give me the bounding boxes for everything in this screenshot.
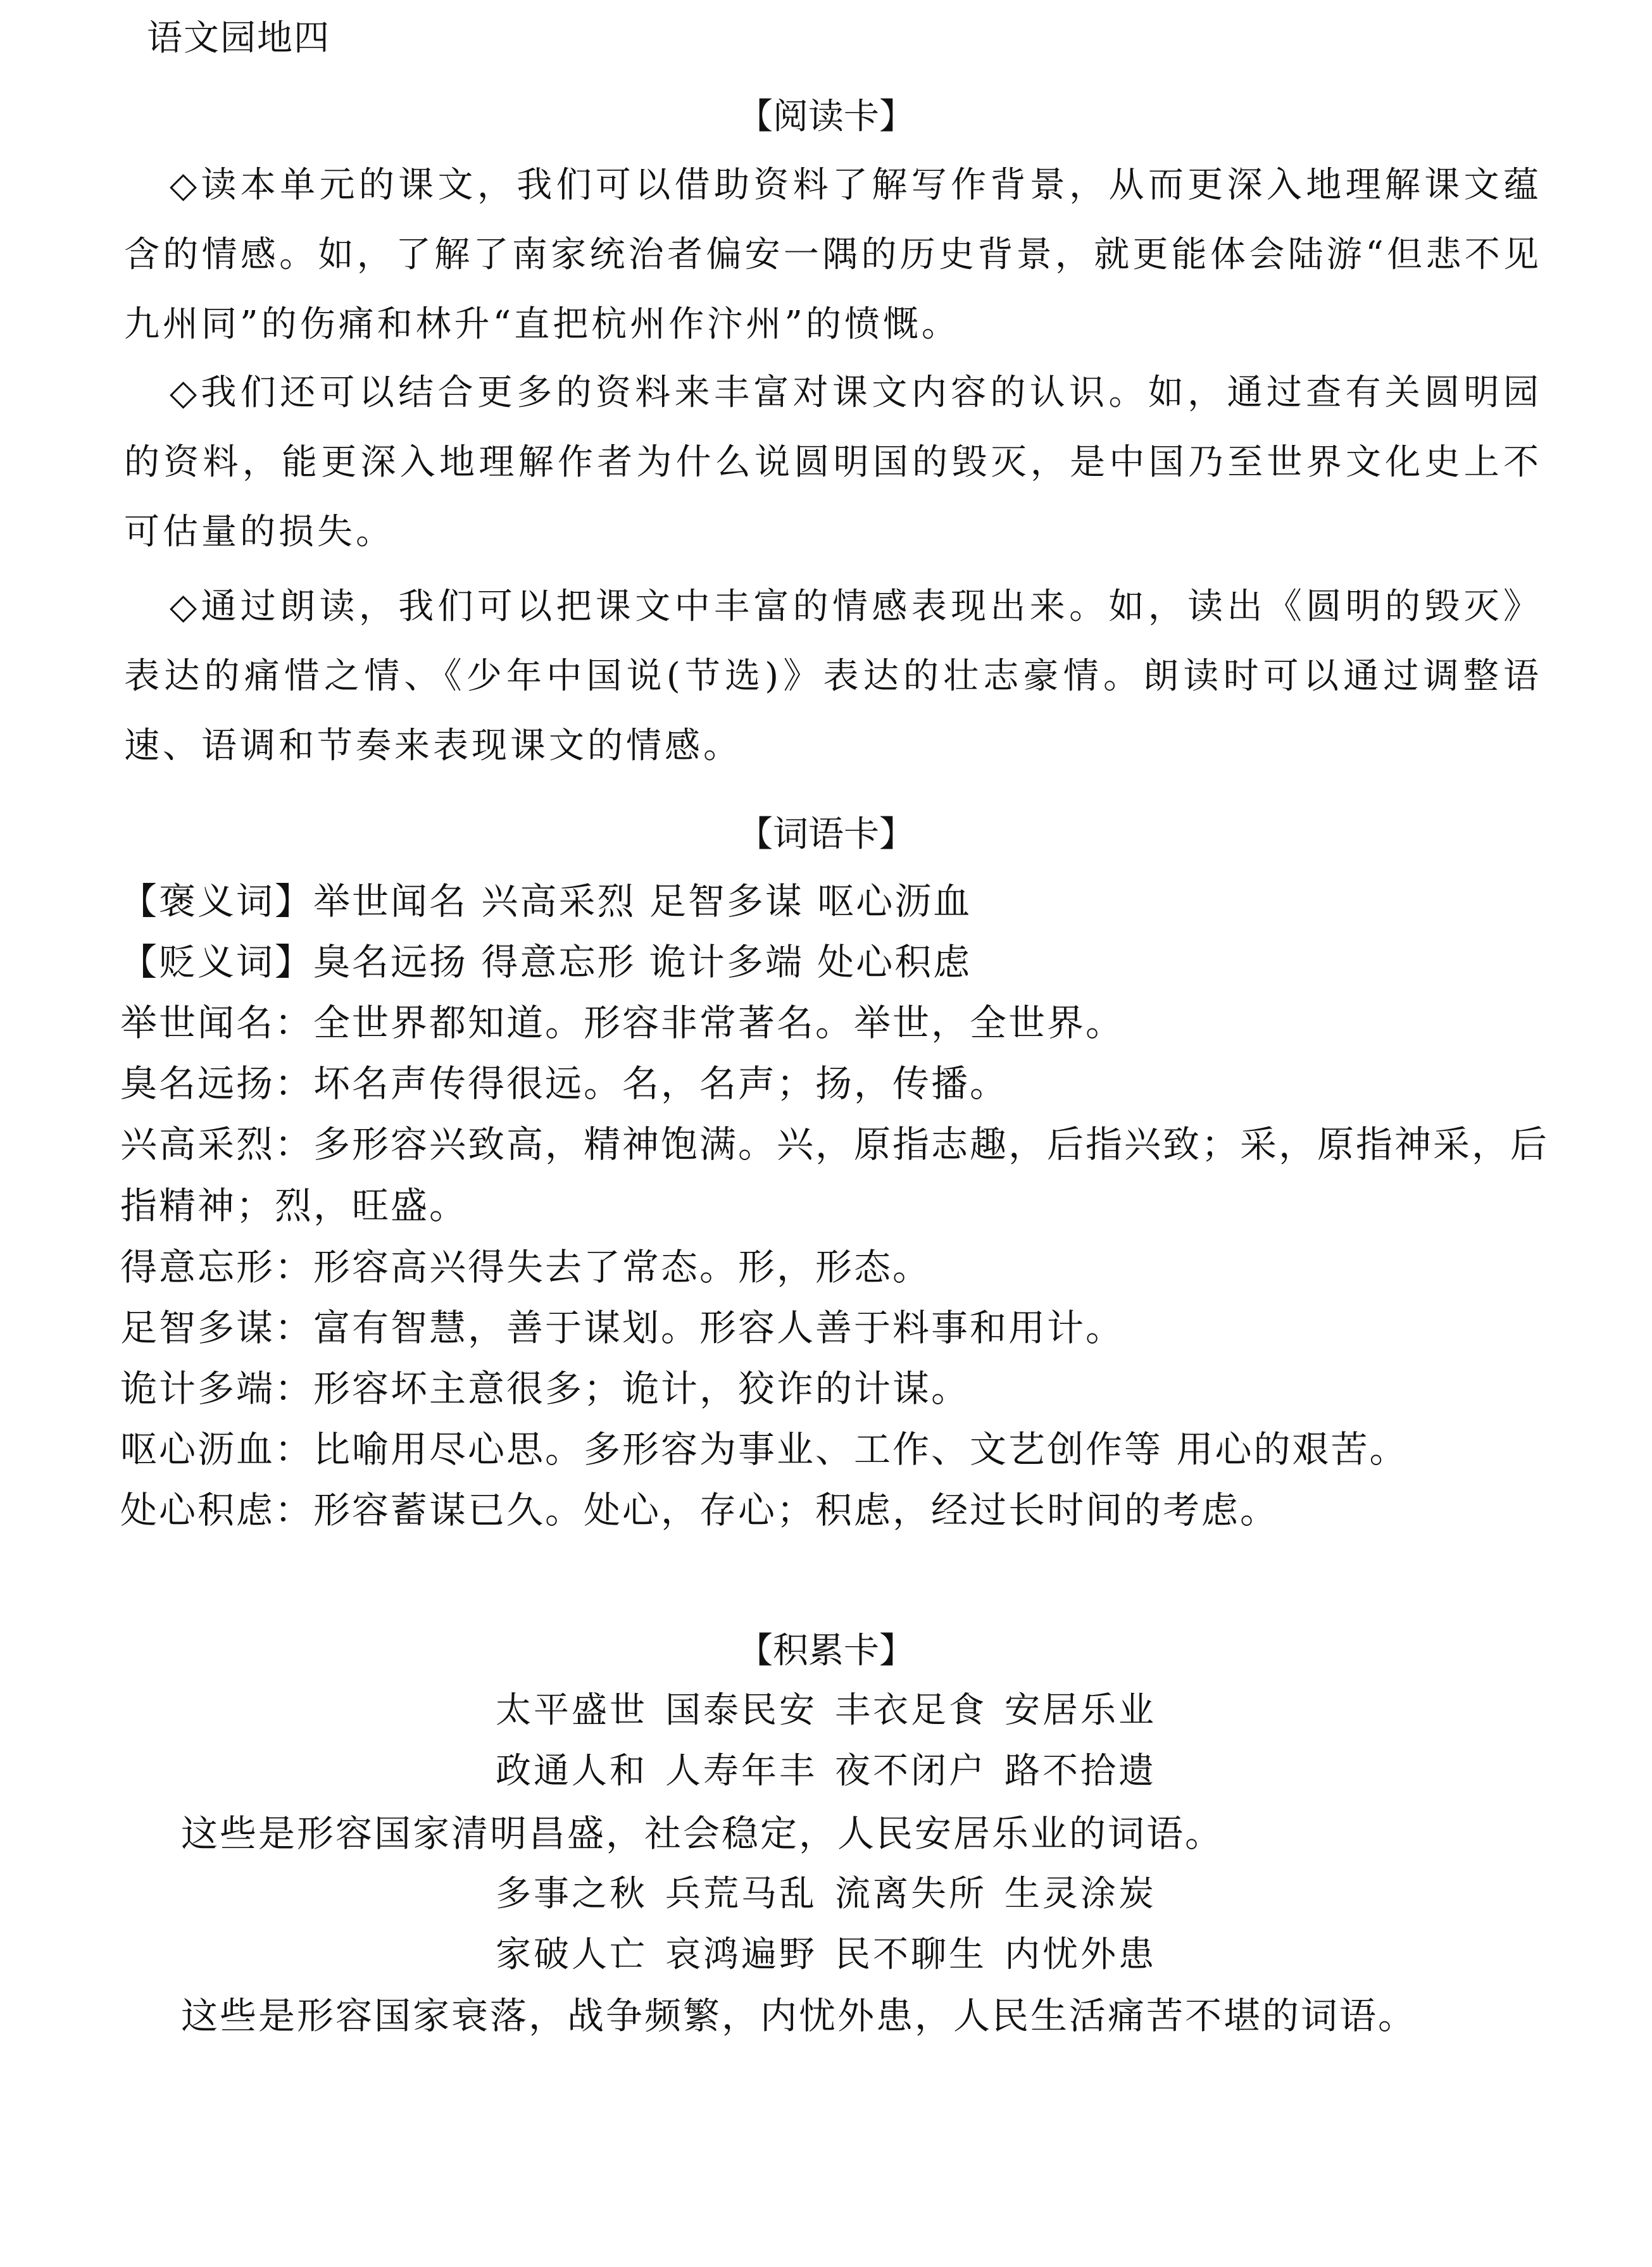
idiom: 国泰民安 (665, 1690, 817, 1731)
word-definition: 臭名远扬：坏名声传得很远。名，名声；扬，传播。 (120, 1062, 1009, 1105)
word-definition: 举世闻名：全世界都知道。形容非常著名。举世，全世界。 (120, 1001, 1125, 1044)
idiom: 政通人和 (496, 1751, 648, 1792)
idiom: 人寿年丰 (665, 1751, 817, 1792)
idiom: 生灵涂炭 (1004, 1873, 1156, 1914)
word-definition: 兴高采烈：多形容兴致高，精神饱满。兴，原指志趣，后指兴致；采，原指神采，后指精神；烈，旺盛。 (120, 1123, 1549, 1227)
idiom-row (0, 1933, 1652, 1977)
idiom: 兵荒马乱 (665, 1873, 817, 1914)
idiom: 民不聊生 (835, 1934, 987, 1975)
word-definition: 得意忘形：形容高兴得失去了常态。形，形态。 (120, 1246, 932, 1289)
reading-paragraph: ◇通过朗读，我们可以把课文中丰富的情感表现出来。如，读出《圆明的毁灭》表达的痛惜之情、《少年中国说(节选)》表达的壮志豪情。朗读时可以通过调整语速、语调和节奏来表现课文的情感。 (124, 586, 1542, 766)
idiom-row (0, 1689, 1652, 1733)
reading-card-title: 【阅读卡】 (737, 96, 915, 137)
derogatory-words: 【贬义词】臭名远扬 得意忘形 诡计多端 处心积虑 (120, 940, 972, 984)
words-card-title: 【词语卡】 (737, 814, 915, 855)
idiom: 安居乐业 (1004, 1690, 1156, 1731)
page-title: 语文园地四 (147, 18, 330, 59)
idiom: 哀鸿遍野 (665, 1934, 817, 1975)
word-definition: 诡计多端：形容坏主意很多；诡计，狡诈的计谋。 (120, 1367, 970, 1410)
idiom: 丰衣足食 (835, 1690, 987, 1731)
idiom: 太平盛世 (496, 1690, 648, 1731)
idiom: 内忧外患 (1004, 1934, 1156, 1975)
idiom: 流离失所 (835, 1873, 987, 1914)
commendatory-words: 【褒义词】举世闻名 兴高采烈 足智多谋 呕心沥血 (120, 880, 972, 923)
idiom-row (0, 1749, 1652, 1794)
idiom-row (0, 1872, 1652, 1916)
idiom: 夜不闭户 (835, 1751, 987, 1792)
reading-paragraph: ◇我们还可以结合更多的资料来丰富对课文内容的认识。如，通过查有关圆明园的资料，能更深入地理解作者为什么说圆明国的毁灭，是中国乃至世界文化史上不可估量的损失。 (124, 372, 1542, 553)
idiom: 家破人亡 (496, 1934, 648, 1975)
idiom-group-note: 这些是形容国家清明昌盛，社会稳定，人民安居乐业的词语。 (181, 1812, 1224, 1855)
idiom: 路不拾遗 (1004, 1751, 1156, 1792)
word-definition: 呕心沥血：比喻用尽心思。多形容为事业、工作、文艺创作等 用心的艰苦。 (120, 1428, 1408, 1471)
reading-paragraph: ◇读本单元的课文，我们可以借助资料了解写作背景，从而更深入地理解课文蕴含的情感。如，了解了南家统治者偏安一隅的历史背景，就更能体会陆游“但悲不见九州同”的伤痛和林升“直把杭州作汴州”的愤慨。 (124, 165, 1542, 345)
idiom: 多事之秋 (496, 1873, 648, 1914)
word-definition: 处心积虑：形容蓄谋已久。处心，存心；积虑，经过长时间的考虑。 (120, 1489, 1279, 1532)
accumulation-card-title: 【积累卡】 (737, 1630, 915, 1671)
idiom-group-note: 这些是形容国家衰落，战争频繁，内忧外患，人民生活痛苦不堪的词语。 (181, 1994, 1417, 2037)
word-definition: 足智多谋：富有智慧，善于谋划。形容人善于料事和用计。 (120, 1306, 1125, 1349)
